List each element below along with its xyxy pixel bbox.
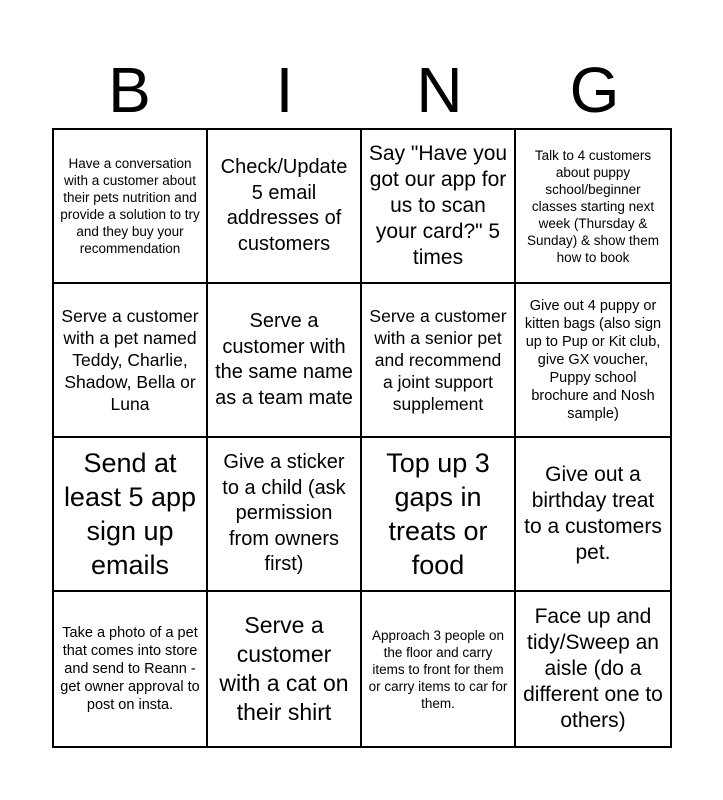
- header-letter-g: G: [569, 54, 620, 126]
- bingo-cell[interactable]: Approach 3 people on the floor and carry items to front for them or carry items to car for them.: [362, 592, 516, 746]
- bingo-cell[interactable]: Have a conversation with a customer about their pets nutrition and provide a solution to try and they buy your recommendation: [54, 130, 208, 284]
- bingo-cell[interactable]: Serve a customer with the same name as a team mate: [208, 284, 362, 438]
- bingo-cell[interactable]: Face up and tidy/Sweep an aisle (do a different one to others): [523, 605, 663, 732]
- bingo-cell[interactable]: Give out 4 puppy or kitten bags (also sign up to Pup or Kit club, give GX voucher, Puppy school brochure and Nosh sample): [516, 284, 670, 438]
- bingo-cell[interactable]: Talk to 4 customers about puppy school/beginner classes starting next week (Thursday & Sunday) & show them how to book: [516, 130, 670, 284]
- bingo-grid: [52, 128, 672, 748]
- bingo-cell[interactable]: Serve a customer with a pet named Teddy, Charlie, Shadow, Bella or Luna: [54, 284, 208, 438]
- bingo-cell[interactable]: Give out a birthday treat to a customers pet.: [516, 438, 670, 592]
- bingo-cell[interactable]: Give a sticker to a child (ask permission from owners first): [208, 438, 362, 592]
- bingo-cell[interactable]: Send at least 5 app sign up emails: [54, 438, 208, 592]
- bingo-cell[interactable]: Check/Update 5 email addresses of customers: [208, 130, 362, 284]
- bingo-cell[interactable]: Say "Have you got our app for us to scan your card?" 5 times: [362, 130, 516, 284]
- header-letter-n: N: [416, 54, 463, 126]
- header-letter-i: I: [275, 54, 294, 126]
- bingo-cell[interactable]: Take a photo of a pet that comes into store and send to Reann - get owner approval to post on insta.: [54, 592, 208, 746]
- bingo-header: [52, 52, 672, 128]
- bingo-cell[interactable]: Serve a customer with a cat on their shirt: [208, 592, 362, 746]
- bingo-cell[interactable]: Serve a customer with a senior pet and recommend a joint support supplement: [362, 284, 516, 438]
- header-letter-b: B: [108, 54, 151, 126]
- bingo-cell[interactable]: Top up 3 gaps in treats or food: [362, 438, 516, 592]
